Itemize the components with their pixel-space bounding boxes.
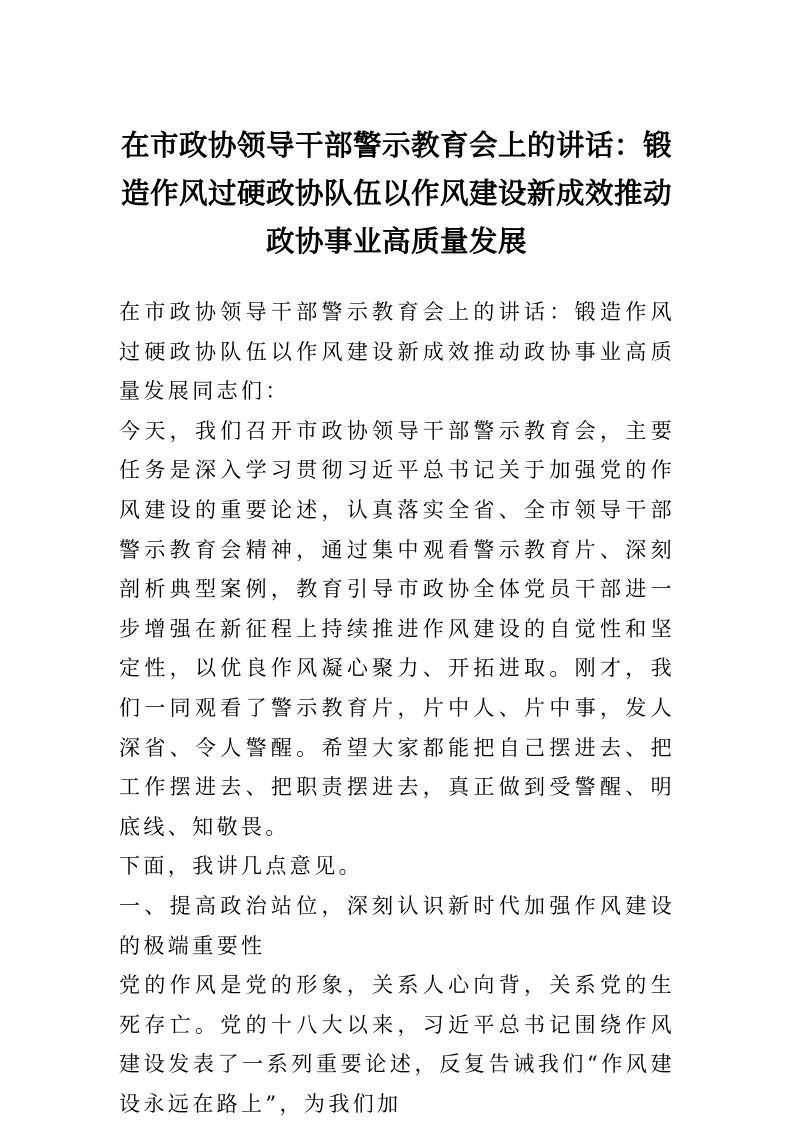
document-body: [119, 293, 675, 1124]
document-title: 在市政协领导干部警示教育会上的讲话：锻造作风过硬政协队伍以作风建设新成效推动政协事业高质量发展: [120, 129, 672, 258]
section-heading-1: 一、提高政治站位，深刻认识新时代加强作风建设的极端重要性: [119, 893, 675, 958]
paragraph-opening: 在市政协领导干部警示教育会上的讲话：锻造作风过硬政协队伍以作风建设新成效推动政协事业高质量发展同志们：: [119, 300, 675, 404]
paragraph-introduction: 今天，我们召开市政协领导干部警示教育会，主要任务是深入学习贯彻习近平总书记关于加强党的作风建设的重要论述，认真落实全省、全市领导干部警示教育会精神，通过集中观看警示教育片、深刻剖析典型案例，教育引导市政协全体党员干部进一步增强在新征程上持续推进作风建设的自觉性和坚定性，以优良作风凝心聚力、开拓进取。刚才，我们一同观看了警示教育片，片中人、片中事，发人深省、令人警醒。希望大家都能把自己摆进去、把工作摆进去、把职责摆进去，真正做到受警醒、明底线、知敬畏。: [119, 418, 675, 839]
paragraph-transition: 下面，我讲几点意见。: [119, 854, 363, 879]
paragraph-section-1: 党的作风是党的形象，关系人心向背，关系党的生死存亡。党的十八大以来，习近平总书记围绕作风建设发表了一系列重要论述，反复告诫我们“作风建设永远在路上”，为我们加: [119, 973, 675, 1116]
